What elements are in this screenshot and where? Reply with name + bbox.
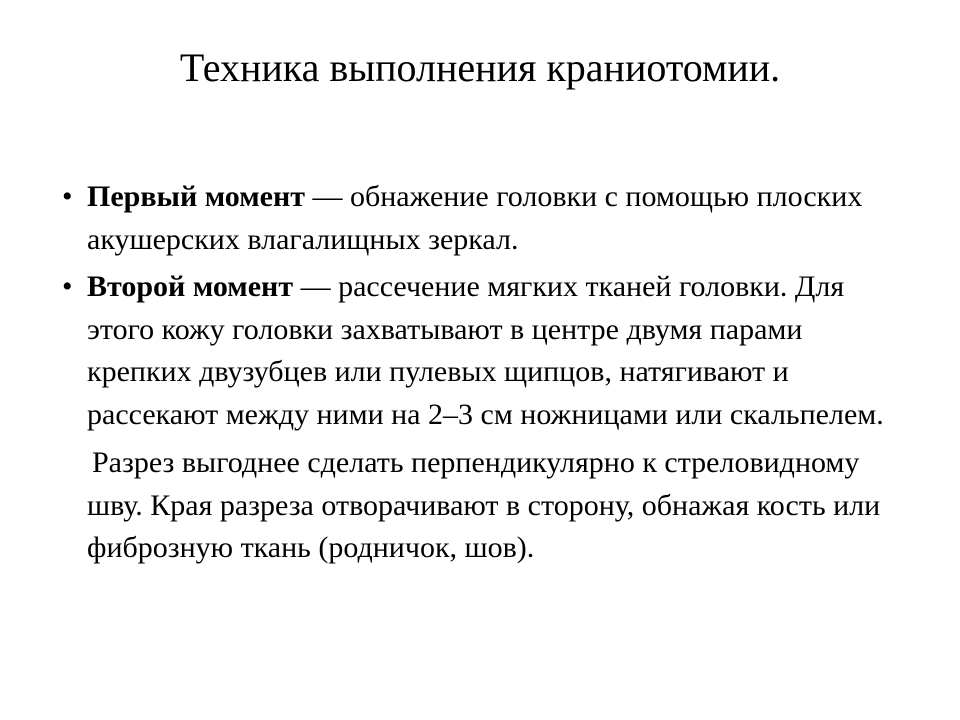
bullet-icon: • <box>62 180 73 213</box>
bullet-icon: • <box>62 270 73 303</box>
bullet-text: — обнажение головки с помощью плоских акушерских влагалищных зеркал. <box>87 180 863 256</box>
bullet-text: — рассечение мягких тканей головки. Для этого кожу головки захватывают в центре двумя парами крепких двузубцев или пулевых щипцов, натягивают и рассекают между ними на 2–3 см ножницами или скальпелем. <box>87 270 884 431</box>
bullet-item-second-moment <box>62 266 912 436</box>
slide-body <box>62 176 912 570</box>
slide-title: Техника выполнения краниотомии. <box>179 45 781 90</box>
incision-paragraph: Разрез выгоднее сделать перпендикулярно к стреловидному шву. Края разреза отворачивают в сторону, обнажая кость или фиброзную ткань (родничок, шов). <box>87 446 881 564</box>
bullet-heading: Второй момент <box>87 270 294 303</box>
bullet-heading: Первый момент <box>87 180 305 213</box>
bullet-item-first-moment <box>62 176 912 261</box>
